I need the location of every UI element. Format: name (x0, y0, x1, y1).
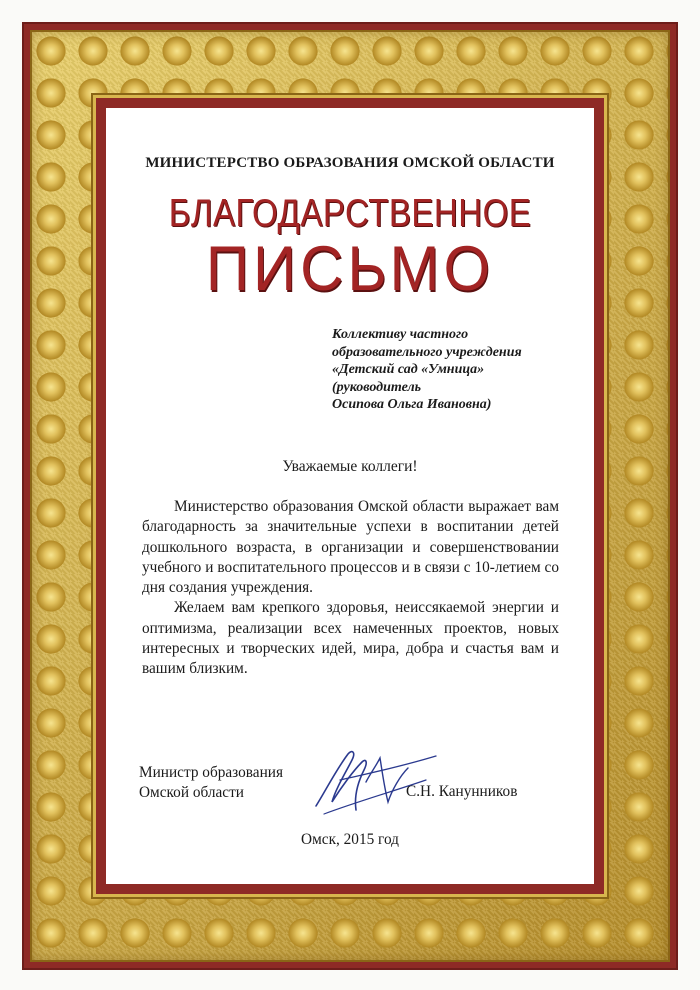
title-line-1: БЛАГОДАРСТВЕННОЕ (168, 190, 532, 235)
place-and-year: Омск, 2015 год (301, 831, 399, 848)
recipient-line: Осипова Ольга Ивановна) (332, 397, 492, 413)
body-paragraph: Желаем вам крепкого здоровья, неиссякаемой энергии и оптимизма, реализации всех намеченных проектов, новых интересных и творческих идей, мира, добра и счастья вам и вашим близким. (142, 599, 559, 678)
recipient-block (332, 326, 592, 414)
recipient-line: (руководитель (332, 379, 422, 395)
signatory-name: С.Н. Канунников (406, 783, 518, 800)
letter-body (142, 497, 559, 680)
greeting: Уважаемые коллеги! (282, 458, 418, 475)
signatory-position-line-2: Омской области (139, 784, 244, 801)
signatory-position-line-1: Министр образования (139, 764, 283, 781)
signatory-position (139, 763, 283, 803)
recipient-line: «Детский сад «Умница» (332, 362, 485, 378)
handwritten-signature (296, 740, 446, 820)
letter-content-area (106, 108, 594, 884)
recipient-line: образовательного учреждения (332, 344, 522, 360)
title-line-2: ПИСЬМО (205, 233, 495, 304)
recipient-line: Коллективу частного (332, 327, 469, 342)
ministry-header: МИНИСТЕРСТВО ОБРАЗОВАНИЯ ОМСКОЙ ОБЛАСТИ (145, 155, 555, 171)
body-paragraph: Министерство образования Омской области выражает вам благодарность за значительные успехи в воспитании детей дошкольного возраста, в организации и совершенствовании учебного и воспитательного процессов и в связи с 10-летием со дня создания учреждения. (142, 498, 559, 597)
